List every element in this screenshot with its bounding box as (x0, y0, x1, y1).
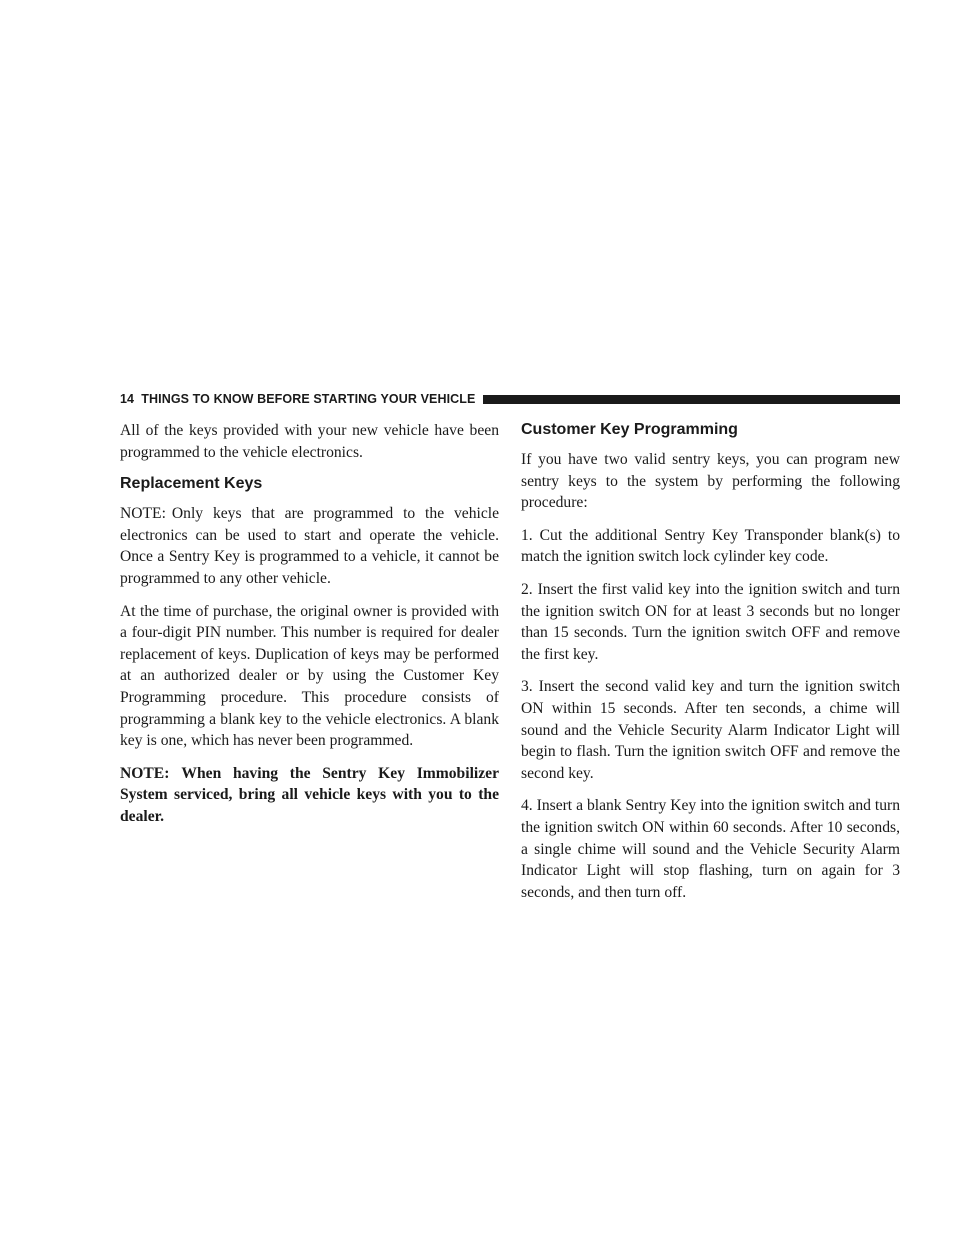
note-label: NOTE: (120, 764, 170, 782)
step-1: 1. Cut the additional Sentry Key Transponder blank(s) to match the ignition switch lock cylinder key code. (521, 526, 900, 566)
section-title: THINGS TO KNOW BEFORE STARTING YOUR VEHICLE (141, 392, 476, 406)
page-number: 14 (120, 392, 135, 406)
note-programmed-keys (120, 503, 499, 589)
step-3: 3. Insert the second valid key and turn the ignition switch ON within 15 seconds. After ten seconds, a chime will sound and the Vehicle Security Alarm Indicator Light will begin to flash. Turn the ignition switch OFF and remove the second key. (521, 678, 900, 782)
intro-paragraph: All of the keys provided with your new vehicle have been programmed to the vehicle electronics. (120, 422, 499, 461)
procedure-intro: If you have two valid sentry keys, you can program new sentry keys to the system by performing the following procedure: (521, 451, 900, 512)
note-text: Only keys that are programmed to the vehicle electronics can be used to start and operate the vehicle. Once a Sentry Key is programmed to a vehicle, it cannot be programmed to any other vehicle. (120, 505, 499, 587)
right-column (521, 420, 900, 914)
step-2: 2. Insert the first valid key into the ignition switch and turn the ignition switch ON for at least 3 seconds but no longer than 15 seconds. Turn the ignition switch OFF and remove the first key. (521, 580, 900, 663)
step-4: 4. Insert a blank Sentry Key into the ignition switch and turn the ignition switch ON within 60 seconds. After 10 seconds, a single chime will sound and the Vehicle Security Alarm Indicator Light will stop flashing, turn on again for 3 seconds, and then turn off. (521, 797, 900, 901)
replacement-keys-heading: Replacement Keys (120, 475, 263, 493)
note-label: NOTE: (120, 505, 166, 523)
pin-paragraph: At the time of purchase, the original owner is provided with a four-digit PIN number. This number is required for dealer replacement of keys. Duplication of keys may be performed at an authorized dealer or by using the Customer Key Programming procedure. This procedure consists of programming a blank key to the vehicle electronics. A blank key is one, which has never been programmed. (120, 602, 499, 750)
header-text (120, 392, 475, 406)
page-header (120, 390, 900, 408)
customer-key-programming-heading: Customer Key Programming (521, 421, 738, 438)
note-text: When having the Sentry Key Immobilizer System serviced, bring all vehicle keys with you to the dealer. (120, 764, 499, 825)
note-immobilizer-service (120, 763, 499, 828)
left-column (120, 420, 499, 839)
header-rule (483, 395, 900, 404)
